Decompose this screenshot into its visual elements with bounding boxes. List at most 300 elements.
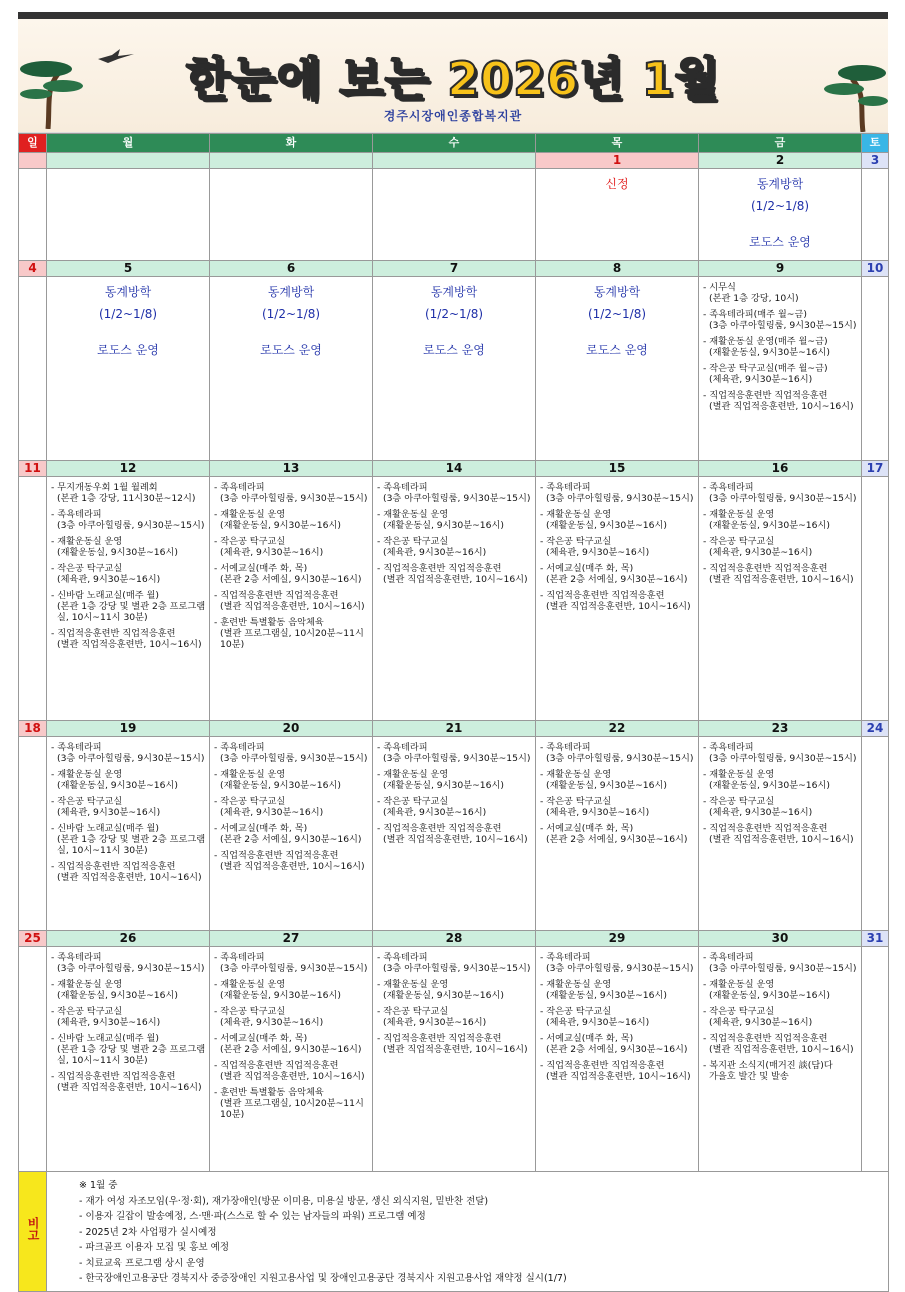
event-title: 족욕테라피 bbox=[57, 952, 102, 963]
day-center-notes bbox=[210, 277, 372, 357]
event-title: 족욕테라피 bbox=[220, 952, 265, 963]
event-detail: (체육관, 9시30분~16시) bbox=[709, 547, 813, 558]
event-item: - 재활운동실 운영 (재활운동실, 9시30분~16시) bbox=[51, 536, 209, 558]
weekday-5: 금 bbox=[699, 134, 862, 153]
day-center-notes bbox=[47, 277, 209, 357]
event-title: 재활운동실 운영 bbox=[546, 769, 612, 780]
event-item: - 족욕테라피 (3층 아쿠아힐링룸, 9시30분~15시) bbox=[51, 509, 209, 531]
event-title: 재활운동실 운영(매주 월~금) bbox=[709, 336, 828, 347]
event-title: 작은공 탁구교실 bbox=[709, 536, 775, 547]
event-title: 직업적응훈련반 직업적응훈련 bbox=[57, 1071, 176, 1082]
day-cell bbox=[699, 169, 862, 261]
event-item: - 신바람 노래교실(매주 월) (본관 1층 강당 및 별관 2층 프로그램실, 10시~11시 30분) bbox=[51, 823, 209, 856]
day-number bbox=[210, 153, 373, 169]
day-number: 24 bbox=[862, 721, 889, 737]
day-number: 7 bbox=[373, 261, 536, 277]
event-detail: (재활운동실, 9시30분~16시) bbox=[709, 347, 830, 358]
event-title: 직업적응훈련반 직업적응훈련 bbox=[709, 823, 828, 834]
event-detail: (3층 아쿠아힐링룸, 9시30분~15시) bbox=[57, 753, 205, 764]
week-number-row bbox=[19, 931, 889, 947]
event-title: 족욕테라피 bbox=[220, 742, 265, 753]
event-item: - 복지관 소식지(매거진 談(담)다 가을호 발간 및 발송 bbox=[703, 1060, 861, 1082]
day-cell bbox=[536, 169, 699, 261]
event-item: - 서예교실(매주 화, 목) (본관 2층 서예실, 9시30분~16시) bbox=[214, 1033, 372, 1055]
sunday-cell bbox=[19, 169, 47, 261]
top-bar bbox=[18, 12, 888, 19]
event-detail: (별관 프로그램실, 10시20분~11시10분) bbox=[220, 1098, 364, 1120]
event-item: - 족욕테라피 (3층 아쿠아힐링룸, 9시30분~15시) bbox=[540, 952, 698, 974]
event-item: - 직업적응훈련반 직업적응훈련 (별관 직업적응훈련반, 10시~16시) bbox=[51, 628, 209, 650]
saturday-cell bbox=[862, 169, 889, 261]
note-line: - 치료교육 프로그램 상시 운영 bbox=[79, 1257, 205, 1269]
event-title: 작은공 탁구교실 bbox=[220, 536, 286, 547]
event-title: 족욕테라피 bbox=[709, 952, 754, 963]
center-note: 로도스 운영 bbox=[423, 343, 485, 357]
center-note: 동계방학 bbox=[593, 285, 641, 299]
event-detail: (3층 아쿠아힐링룸, 9시30분~15시) bbox=[57, 520, 205, 531]
event-title: 훈련반 특별활동 음악체육 bbox=[220, 617, 324, 628]
event-detail: (본관 1층 강당, 11시30분~12시) bbox=[57, 493, 196, 504]
day-number: 12 bbox=[47, 461, 210, 477]
event-detail: (재활운동실, 9시30분~16시) bbox=[57, 547, 178, 558]
day-cell bbox=[210, 737, 373, 931]
event-item: - 족욕테라피 (3층 아쿠아힐링룸, 9시30분~15시) bbox=[214, 742, 372, 764]
event-item: - 족욕테라피 (3층 아쿠아힐링룸, 9시30분~15시) bbox=[703, 482, 861, 504]
week-body-row bbox=[19, 277, 889, 461]
day-number: 18 bbox=[19, 721, 47, 737]
day-number: 16 bbox=[699, 461, 862, 477]
event-item: - 족욕테라피 (3층 아쿠아힐링룸, 9시30분~15시) bbox=[377, 952, 535, 974]
event-item: - 족욕테라피 (3층 아쿠아힐링룸, 9시30분~15시) bbox=[377, 742, 535, 764]
event-item: - 작은공 탁구교실 (체육관, 9시30분~16시) bbox=[377, 796, 535, 818]
event-title: 복지관 소식지(매거진 談(담)다 bbox=[709, 1060, 833, 1071]
event-detail: (별관 직업적응훈련반, 10시~16시) bbox=[709, 574, 854, 585]
event-title: 시무식 bbox=[709, 282, 736, 293]
day-number: 10 bbox=[862, 261, 889, 277]
event-item: - 재활운동실 운영 (재활운동실, 9시30분~16시) bbox=[703, 769, 861, 791]
event-title: 직업적응훈련반 직업적응훈련 bbox=[383, 563, 502, 574]
event-detail: (재활운동실, 9시30분~16시) bbox=[383, 520, 504, 531]
event-detail: (재활운동실, 9시30분~16시) bbox=[57, 780, 178, 791]
week-body-row bbox=[19, 477, 889, 721]
event-detail: (별관 직업적응훈련반, 10시~16시) bbox=[220, 1071, 365, 1082]
event-title: 족욕테라피 bbox=[546, 952, 591, 963]
event-title: 직업적응훈련반 직업적응훈련 bbox=[220, 1060, 339, 1071]
day-cell bbox=[47, 169, 210, 261]
event-title: 작은공 탁구교실 bbox=[57, 796, 123, 807]
event-detail: (체육관, 9시30분~16시) bbox=[57, 574, 161, 585]
event-detail: (재활운동실, 9시30분~16시) bbox=[709, 990, 830, 1001]
center-note: (1/2~1/8) bbox=[261, 307, 321, 321]
event-item: - 작은공 탁구교실 (체육관, 9시30분~16시) bbox=[703, 536, 861, 558]
event-item: - 직업적응훈련반 직업적응훈련 (별관 직업적응훈련반, 10시~16시) bbox=[703, 823, 861, 845]
event-detail: (체육관, 9시30분~16시) bbox=[57, 1017, 161, 1028]
event-item: - 서예교실(매주 화, 목) (본관 2층 서예실, 9시30분~16시) bbox=[214, 563, 372, 585]
event-item: - 족욕테라피 (3층 아쿠아힐링룸, 9시30분~15시) bbox=[703, 952, 861, 974]
event-item: - 재활운동실 운영 (재활운동실, 9시30분~16시) bbox=[51, 769, 209, 791]
sunday-cell bbox=[19, 947, 47, 1172]
saturday-cell bbox=[862, 277, 889, 461]
event-title: 재활운동실 운영 bbox=[709, 979, 775, 990]
event-detail: (별관 직업적응훈련반, 10시~16시) bbox=[709, 401, 854, 412]
event-item: - 재활운동실 운영 (재활운동실, 9시30분~16시) bbox=[377, 979, 535, 1001]
event-item: - 직업적응훈련반 직업적응훈련 (별관 직업적응훈련반, 10시~16시) bbox=[214, 850, 372, 872]
day-number bbox=[373, 153, 536, 169]
event-detail: (재활운동실, 9시30분~16시) bbox=[546, 520, 667, 531]
saturday-cell bbox=[862, 477, 889, 721]
event-item: - 작은공 탁구교실 (체육관, 9시30분~16시) bbox=[540, 536, 698, 558]
event-item: - 직업적응훈련반 직업적응훈련 (별관 직업적응훈련반, 10시~16시) bbox=[214, 1060, 372, 1082]
header-banner bbox=[18, 19, 888, 133]
event-item: - 작은공 탁구교실 (체육관, 9시30분~16시) bbox=[377, 536, 535, 558]
event-item: - 신바람 노래교실(매주 월) (본관 1층 강당 및 별관 2층 프로그램실, 10시~11시 30분) bbox=[51, 590, 209, 623]
day-number: 31 bbox=[862, 931, 889, 947]
event-item: - 시무식 (본관 1층 강당, 10시) bbox=[703, 282, 861, 304]
event-item: - 재활운동실 운영 (재활운동실, 9시30분~16시) bbox=[540, 979, 698, 1001]
event-title: 재활운동실 운영 bbox=[220, 769, 286, 780]
event-item: - 작은공 탁구교실 (체육관, 9시30분~16시) bbox=[214, 1006, 372, 1028]
day-cell bbox=[373, 947, 536, 1172]
event-item: - 족욕테라피 (3층 아쿠아힐링룸, 9시30분~15시) bbox=[214, 952, 372, 974]
event-item: - 직업적응훈련반 직업적응훈련 (별관 직업적응훈련반, 10시~16시) bbox=[703, 1033, 861, 1055]
day-number: 17 bbox=[862, 461, 889, 477]
day-cell bbox=[47, 947, 210, 1172]
event-title: 족욕테라피 bbox=[383, 742, 428, 753]
event-title: 작은공 탁구교실 bbox=[220, 1006, 286, 1017]
event-detail: (별관 직업적응훈련반, 10시~16시) bbox=[709, 834, 854, 845]
event-title: 작은공 탁구교실 bbox=[383, 536, 449, 547]
event-item: - 직업적응훈련반 직업적응훈련 (별관 직업적응훈련반, 10시~16시) bbox=[703, 390, 861, 412]
event-title: 직업적응훈련반 직업적응훈련 bbox=[383, 1033, 502, 1044]
event-title: 재활운동실 운영 bbox=[709, 769, 775, 780]
day-cell bbox=[536, 737, 699, 931]
event-title: 재활운동실 운영 bbox=[57, 536, 123, 547]
event-title: 작은공 탁구교실 bbox=[57, 563, 123, 574]
event-detail: (본관 2층 서예실, 9시30분~16시) bbox=[546, 1044, 688, 1055]
event-detail: (재활운동실, 9시30분~16시) bbox=[383, 780, 504, 791]
center-note: 로도스 운영 bbox=[749, 235, 811, 249]
weekday-6: 토 bbox=[862, 134, 889, 153]
event-detail: (본관 2층 서예실, 9시30분~16시) bbox=[220, 1044, 362, 1055]
event-title: 족욕테라피 bbox=[546, 742, 591, 753]
day-number: 20 bbox=[210, 721, 373, 737]
event-detail: (체육관, 9시30분~16시) bbox=[383, 1017, 487, 1028]
day-center-notes bbox=[536, 277, 698, 357]
event-detail: (별관 직업적응훈련반, 10시~16시) bbox=[220, 601, 365, 612]
event-detail: (별관 직업적응훈련반, 10시~16시) bbox=[709, 1044, 854, 1055]
event-detail: (재활운동실, 9시30분~16시) bbox=[220, 520, 341, 531]
note-line: - 파크골프 이용자 모집 및 홍보 예정 bbox=[79, 1242, 230, 1253]
event-detail: (체육관, 9시30분~16시) bbox=[709, 1017, 813, 1028]
event-item: - 서예교실(매주 화, 목) (본관 2층 서예실, 9시30분~16시) bbox=[540, 1033, 698, 1055]
event-item: - 재활운동실 운영(매주 월~금) (재활운동실, 9시30분~16시) bbox=[703, 336, 861, 358]
event-detail: (별관 직업적응훈련반, 10시~16시) bbox=[383, 834, 528, 845]
week-body-row bbox=[19, 737, 889, 931]
event-item: - 작은공 탁구교실 (체육관, 9시30분~16시) bbox=[540, 796, 698, 818]
event-detail: (별관 직업적응훈련반, 10시~16시) bbox=[57, 1082, 202, 1093]
week-body-row bbox=[19, 947, 889, 1172]
event-item: - 족욕테라피 (3층 아쿠아힐링룸, 9시30분~15시) bbox=[377, 482, 535, 504]
event-title: 무지개동우회 1월 월례회 bbox=[57, 482, 158, 493]
day-number: 15 bbox=[536, 461, 699, 477]
event-item: - 족욕테라피 (3층 아쿠아힐링룸, 9시30분~15시) bbox=[540, 742, 698, 764]
day-cell bbox=[373, 277, 536, 461]
calendar-page bbox=[18, 12, 888, 1292]
center-note: 신정 bbox=[605, 177, 629, 191]
event-item: - 재활운동실 운영 (재활운동실, 9시30분~16시) bbox=[703, 979, 861, 1001]
weekday-4: 목 bbox=[536, 134, 699, 153]
day-number: 3 bbox=[862, 153, 889, 169]
event-detail: (3층 아쿠아힐링룸, 9시30분~15시) bbox=[220, 753, 368, 764]
event-title: 직업적응훈련반 직업적응훈련 bbox=[57, 861, 176, 872]
event-title: 작은공 탁구교실 bbox=[546, 796, 612, 807]
event-title: 직업적응훈련반 직업적응훈련 bbox=[709, 1033, 828, 1044]
event-title: 작은공 탁구교실 bbox=[546, 1006, 612, 1017]
day-cell bbox=[536, 477, 699, 721]
event-title: 직업적응훈련반 직업적응훈련 bbox=[220, 590, 339, 601]
event-item: - 작은공 탁구교실 (체육관, 9시30분~16시) bbox=[377, 1006, 535, 1028]
day-cell bbox=[210, 477, 373, 721]
event-detail: 가을호 발간 및 발송 bbox=[709, 1071, 789, 1082]
event-title: 족욕테라피 bbox=[546, 482, 591, 493]
event-detail: (3층 아쿠아힐링룸, 9시30분~15시) bbox=[709, 753, 857, 764]
event-detail: (체육관, 9시30분~16시) bbox=[383, 807, 487, 818]
event-item: - 훈련반 특별활동 음악체육 (별관 프로그램실, 10시20분~11시10분) bbox=[214, 1087, 372, 1120]
event-detail: (체육관, 9시30분~16시) bbox=[546, 547, 650, 558]
event-detail: (본관 2층 서예실, 9시30분~16시) bbox=[220, 574, 362, 585]
day-cell bbox=[210, 277, 373, 461]
event-title: 재활운동실 운영 bbox=[383, 509, 449, 520]
saturday-cell bbox=[862, 947, 889, 1172]
event-item: - 작은공 탁구교실 (체육관, 9시30분~16시) bbox=[214, 796, 372, 818]
event-title: 족욕테라피 bbox=[57, 742, 102, 753]
weekday-3: 수 bbox=[373, 134, 536, 153]
week-number-row bbox=[19, 721, 889, 737]
event-title: 재활운동실 운영 bbox=[57, 979, 123, 990]
center-note: 로도스 운영 bbox=[97, 343, 159, 357]
event-item: - 족욕테라피(매주 월~금) (3층 아쿠아힐링룸, 9시30분~15시) bbox=[703, 309, 861, 331]
event-title: 작은공 탁구교실 bbox=[383, 796, 449, 807]
day-number: 23 bbox=[699, 721, 862, 737]
event-detail: (3층 아쿠아힐링룸, 9시30분~15시) bbox=[709, 963, 857, 974]
event-item: - 신바람 노래교실(매주 월) (본관 1층 강당 및 별관 2층 프로그램실, 10시~11시 30분) bbox=[51, 1033, 209, 1066]
weekday-0: 일 bbox=[19, 134, 47, 153]
event-title: 서예교실(매주 화, 목) bbox=[220, 823, 308, 834]
day-number: 19 bbox=[47, 721, 210, 737]
center-note: 로도스 운영 bbox=[586, 343, 648, 357]
day-cell bbox=[210, 169, 373, 261]
day-number: 29 bbox=[536, 931, 699, 947]
event-item: - 무지개동우회 1월 월례회 (본관 1층 강당, 11시30분~12시) bbox=[51, 482, 209, 504]
event-detail: (재활운동실, 9시30분~16시) bbox=[709, 780, 830, 791]
event-title: 신바람 노래교실(매주 월) bbox=[57, 823, 160, 834]
center-note: (1/2~1/8) bbox=[98, 307, 158, 321]
notes-content bbox=[47, 1172, 889, 1292]
event-detail: (별관 프로그램실, 10시20분~11시10분) bbox=[220, 628, 364, 650]
event-title: 작은공 탁구교실 bbox=[383, 1006, 449, 1017]
event-title: 직업적응훈련반 직업적응훈련 bbox=[383, 823, 502, 834]
event-title: 서예교실(매주 화, 목) bbox=[220, 1033, 308, 1044]
event-title: 서예교실(매주 화, 목) bbox=[220, 563, 308, 574]
event-item: - 직업적응훈련반 직업적응훈련 (별관 직업적응훈련반, 10시~16시) bbox=[51, 1071, 209, 1093]
event-detail: (본관 2층 서예실, 9시30분~16시) bbox=[546, 574, 688, 585]
event-title: 작은공 탁구교실(매주 월~금) bbox=[709, 363, 828, 374]
event-detail: (3층 아쿠아힐링룸, 9시30분~15시) bbox=[546, 753, 694, 764]
event-detail: (재활운동실, 9시30분~16시) bbox=[220, 780, 341, 791]
event-item: - 족욕테라피 (3층 아쿠아힐링룸, 9시30분~15시) bbox=[51, 952, 209, 974]
event-title: 작은공 탁구교실 bbox=[57, 1006, 123, 1017]
event-title: 직업적응훈련반 직업적응훈련 bbox=[709, 563, 828, 574]
day-center-notes bbox=[699, 169, 861, 249]
note-line: ※ 1월 중 bbox=[79, 1180, 118, 1191]
event-title: 재활운동실 운영 bbox=[546, 979, 612, 990]
event-title: 족욕테라피 bbox=[220, 482, 265, 493]
day-number: 5 bbox=[47, 261, 210, 277]
day-number: 11 bbox=[19, 461, 47, 477]
event-item: - 직업적응훈련반 직업적응훈련 (별관 직업적응훈련반, 10시~16시) bbox=[540, 590, 698, 612]
day-number: 25 bbox=[19, 931, 47, 947]
event-detail: (별관 직업적응훈련반, 10시~16시) bbox=[57, 872, 202, 883]
weekday-2: 화 bbox=[210, 134, 373, 153]
sunday-cell bbox=[19, 277, 47, 461]
event-item: - 서예교실(매주 화, 목) (본관 2층 서예실, 9시30분~16시) bbox=[540, 823, 698, 845]
event-title: 서예교실(매주 화, 목) bbox=[546, 563, 634, 574]
event-item: - 작은공 탁구교실 (체육관, 9시30분~16시) bbox=[214, 536, 372, 558]
day-number: 26 bbox=[47, 931, 210, 947]
event-item: - 작은공 탁구교실 (체육관, 9시30분~16시) bbox=[51, 1006, 209, 1028]
sunday-cell bbox=[19, 737, 47, 931]
event-title: 족욕테라피 bbox=[383, 482, 428, 493]
note-line: - 재가 여성 자조모임(우·정·회), 재가장애인(방문 이미용, 미용실 방문, 생신 외식지원, 밑반찬 전달) bbox=[79, 1195, 489, 1207]
event-detail: (재활운동실, 9시30분~16시) bbox=[383, 990, 504, 1001]
event-title: 작은공 탁구교실 bbox=[709, 796, 775, 807]
event-item: - 족욕테라피 (3층 아쿠아힐링룸, 9시30분~15시) bbox=[540, 482, 698, 504]
event-item: - 작은공 탁구교실 (체육관, 9시30분~16시) bbox=[540, 1006, 698, 1028]
event-title: 재활운동실 운영 bbox=[220, 509, 286, 520]
day-cell bbox=[536, 277, 699, 461]
event-item: - 작은공 탁구교실 (체육관, 9시30분~16시) bbox=[51, 563, 209, 585]
event-detail: (별관 직업적응훈련반, 10시~16시) bbox=[546, 1071, 691, 1082]
saturday-cell bbox=[862, 737, 889, 931]
day-number: 14 bbox=[373, 461, 536, 477]
event-item: - 훈련반 특별활동 음악체육 (별관 프로그램실, 10시20분~11시10분) bbox=[214, 617, 372, 650]
event-item: - 직업적응훈련반 직업적응훈련 (별관 직업적응훈련반, 10시~16시) bbox=[377, 563, 535, 585]
day-cell bbox=[47, 277, 210, 461]
event-item: - 서예교실(매주 화, 목) (본관 2층 서예실, 9시30분~16시) bbox=[540, 563, 698, 585]
day-cell bbox=[47, 737, 210, 931]
event-item: - 직업적응훈련반 직업적응훈련 (별관 직업적응훈련반, 10시~16시) bbox=[51, 861, 209, 883]
event-title: 직업적응훈련반 직업적응훈련 bbox=[220, 850, 339, 861]
weekday-header bbox=[19, 134, 889, 153]
day-number bbox=[19, 153, 47, 169]
event-detail: (3층 아쿠아힐링룸, 9시30분~15시) bbox=[220, 493, 368, 504]
day-center-notes bbox=[373, 277, 535, 357]
event-detail: (3층 아쿠아힐링룸, 9시30분~15시) bbox=[709, 320, 857, 331]
event-detail: (체육관, 9시30분~16시) bbox=[546, 807, 650, 818]
event-detail: (본관 2층 서예실, 9시30분~16시) bbox=[546, 834, 688, 845]
note-line: - 한국장애인고용공단 경북지사 중증장애인 지원고용사업 및 장애인고용공단 경북지사 지원고용사업 재약정 실시(1/7) bbox=[79, 1273, 567, 1284]
event-item: - 재활운동실 운영 (재활운동실, 9시30분~16시) bbox=[703, 509, 861, 531]
day-number bbox=[47, 153, 210, 169]
event-detail: (재활운동실, 9시30분~16시) bbox=[57, 990, 178, 1001]
event-title: 족욕테라피(매주 월~금) bbox=[709, 309, 807, 320]
event-detail: (체육관, 9시30분~16시) bbox=[383, 547, 487, 558]
event-title: 재활운동실 운영 bbox=[709, 509, 775, 520]
event-title: 족욕테라피 bbox=[709, 482, 754, 493]
event-title: 족욕테라피 bbox=[383, 952, 428, 963]
day-number: 28 bbox=[373, 931, 536, 947]
event-detail: (재활운동실, 9시30분~16시) bbox=[709, 520, 830, 531]
event-title: 재활운동실 운영 bbox=[383, 979, 449, 990]
event-detail: (체육관, 9시30분~16시) bbox=[220, 807, 324, 818]
day-number: 4 bbox=[19, 261, 47, 277]
notes-label: 비고 bbox=[19, 1172, 47, 1292]
event-detail: (체육관, 9시30분~16시) bbox=[709, 807, 813, 818]
center-note: 동계방학 bbox=[430, 285, 478, 299]
event-item: - 직업적응훈련반 직업적응훈련 (별관 직업적응훈련반, 10시~16시) bbox=[540, 1060, 698, 1082]
event-detail: (체육관, 9시30분~16시) bbox=[57, 807, 161, 818]
note-line: - 2025년 2차 사업평가 실시예정 bbox=[79, 1226, 217, 1238]
event-title: 서예교실(매주 화, 목) bbox=[546, 823, 634, 834]
event-title: 작은공 탁구교실 bbox=[220, 796, 286, 807]
event-detail: (3층 아쿠아힐링룸, 9시30분~15시) bbox=[57, 963, 205, 974]
event-detail: (본관 1층 강당, 10시) bbox=[709, 293, 799, 304]
day-cell bbox=[47, 477, 210, 721]
week-body-row bbox=[19, 169, 889, 261]
event-detail: (3층 아쿠아힐링룸, 9시30분~15시) bbox=[546, 963, 694, 974]
event-title: 직업적응훈련반 직업적응훈련 bbox=[546, 590, 665, 601]
event-title: 신바람 노래교실(매주 월) bbox=[57, 1033, 160, 1044]
event-title: 서예교실(매주 화, 목) bbox=[546, 1033, 634, 1044]
event-item: - 작은공 탁구교실 (체육관, 9시30분~16시) bbox=[703, 1006, 861, 1028]
event-detail: (3층 아쿠아힐링룸, 9시30분~15시) bbox=[383, 753, 531, 764]
page-title: 한눈에 보는 2026년 1월 bbox=[185, 52, 721, 106]
center-note: 동계방학 bbox=[267, 285, 315, 299]
event-title: 직업적응훈련반 직업적응훈련 bbox=[546, 1060, 665, 1071]
event-item: - 재활운동실 운영 (재활운동실, 9시30분~16시) bbox=[214, 509, 372, 531]
event-item: - 재활운동실 운영 (재활운동실, 9시30분~16시) bbox=[214, 769, 372, 791]
event-title: 직업적응훈련반 직업적응훈련 bbox=[709, 390, 828, 401]
day-number: 30 bbox=[699, 931, 862, 947]
event-title: 재활운동실 운영 bbox=[383, 769, 449, 780]
day-cell bbox=[699, 477, 862, 721]
day-cell bbox=[210, 947, 373, 1172]
event-detail: (체육관, 9시30분~16시) bbox=[546, 1017, 650, 1028]
event-item: - 족욕테라피 (3층 아쿠아힐링룸, 9시30분~15시) bbox=[703, 742, 861, 764]
day-number: 13 bbox=[210, 461, 373, 477]
event-item: - 재활운동실 운영 (재활운동실, 9시30분~16시) bbox=[51, 979, 209, 1001]
organization-name: 경주시장애인종합복지관 bbox=[383, 109, 523, 123]
day-number: 27 bbox=[210, 931, 373, 947]
event-detail: (별관 직업적응훈련반, 10시~16시) bbox=[57, 639, 202, 650]
event-title: 작은공 탁구교실 bbox=[709, 1006, 775, 1017]
day-cell bbox=[536, 947, 699, 1172]
event-detail: (본관 1층 강당 및 별관 2층 프로그램실, 10시~11시 30분) bbox=[57, 834, 206, 856]
event-detail: (체육관, 9시30분~16시) bbox=[709, 374, 813, 385]
event-detail: (3층 아쿠아힐링룸, 9시30분~15시) bbox=[709, 493, 857, 504]
event-item: - 족욕테라피 (3층 아쿠아힐링룸, 9시30분~15시) bbox=[214, 482, 372, 504]
event-detail: (재활운동실, 9시30분~16시) bbox=[546, 990, 667, 1001]
event-title: 직업적응훈련반 직업적응훈련 bbox=[57, 628, 176, 639]
day-cell bbox=[699, 947, 862, 1172]
event-detail: (3층 아쿠아힐링룸, 9시30분~15시) bbox=[383, 963, 531, 974]
day-cell bbox=[699, 737, 862, 931]
weekday-1: 월 bbox=[47, 134, 210, 153]
week-number-row bbox=[19, 461, 889, 477]
event-detail: (별관 직업적응훈련반, 10시~16시) bbox=[546, 601, 691, 612]
event-detail: (별관 직업적응훈련반, 10시~16시) bbox=[383, 1044, 528, 1055]
center-note: 동계방학 bbox=[756, 177, 804, 191]
